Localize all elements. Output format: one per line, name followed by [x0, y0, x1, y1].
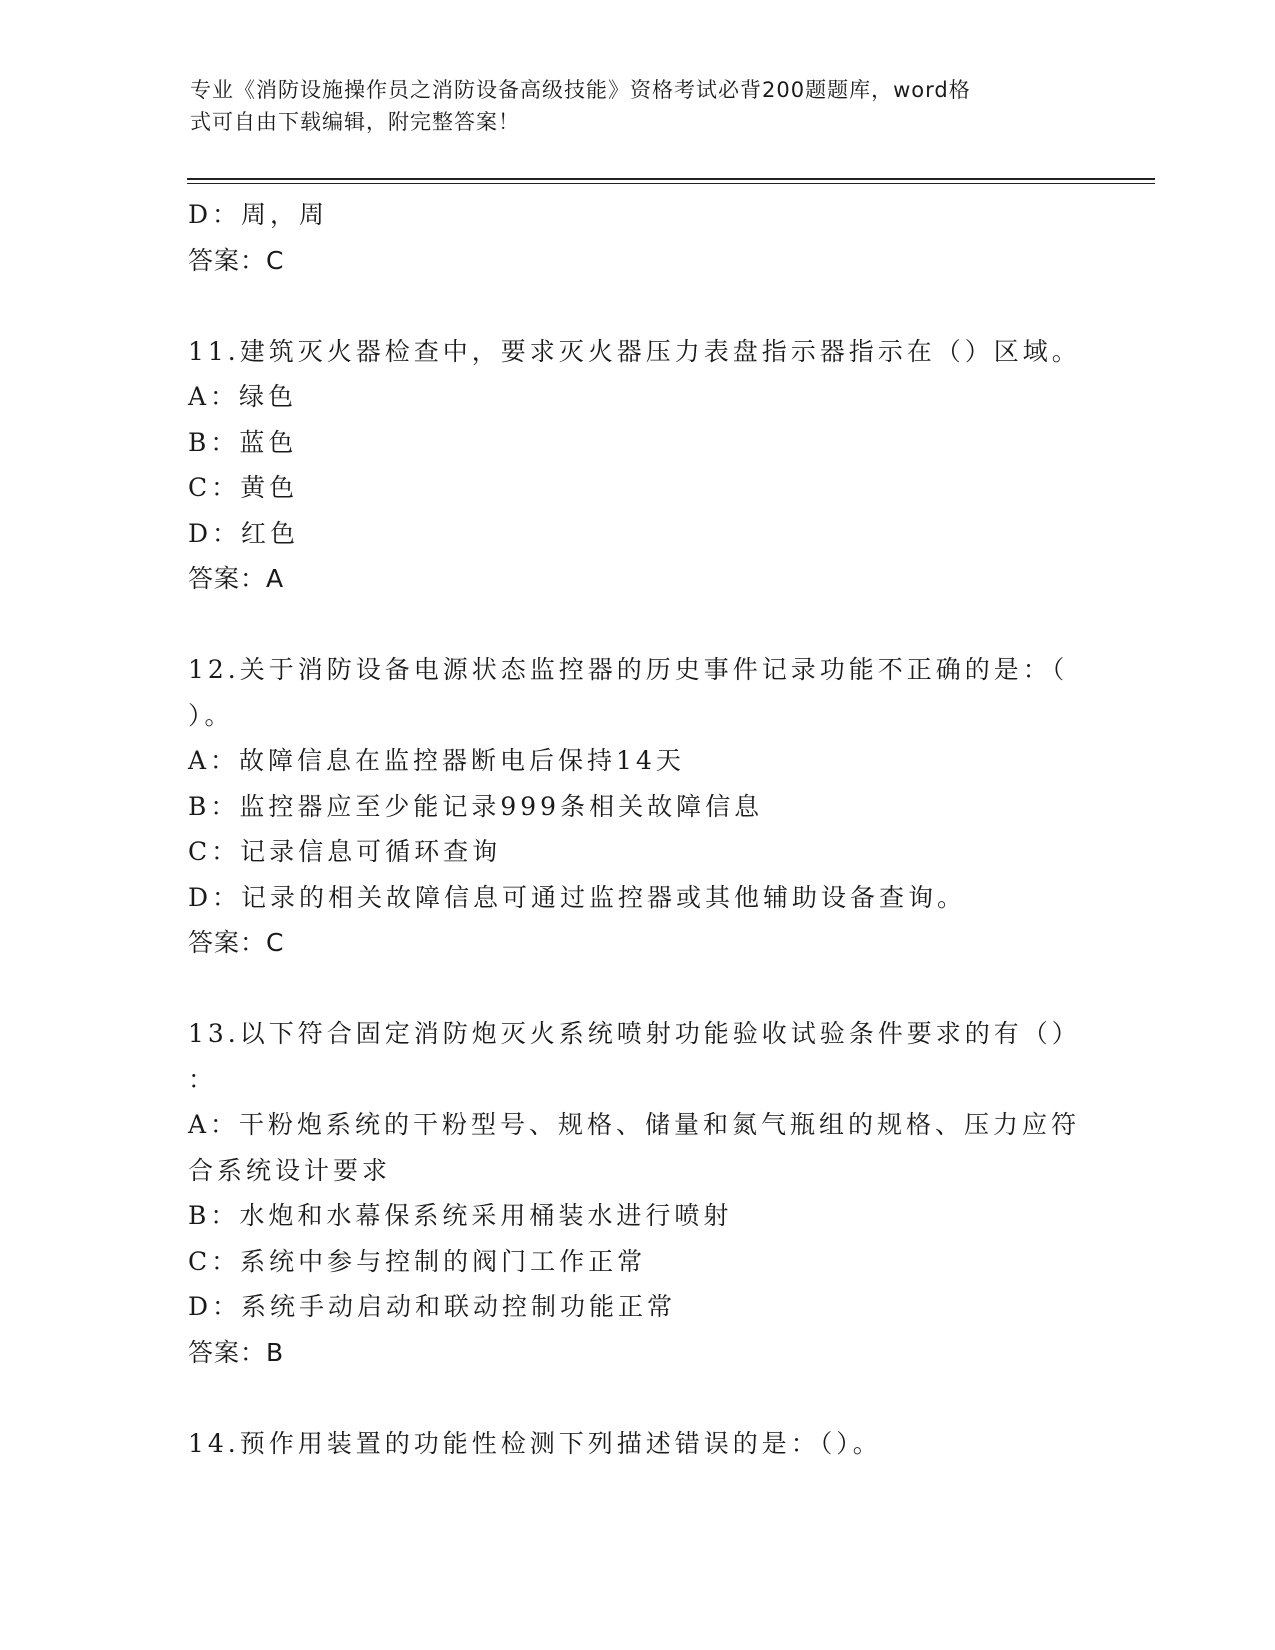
question-stem: 11.建筑灭火器检查中，要求灭火器压力表盘指示器指示在（）区域。	[188, 336, 1081, 366]
option-a: A：绿色	[188, 382, 298, 411]
answer-line: 答案：A	[188, 564, 285, 593]
option-d: D：记录的相关故障信息可通过监控器或其他辅助设备查询。	[188, 882, 967, 912]
question-13	[188, 1011, 1088, 1375]
answer-line: 答案：C	[188, 928, 285, 957]
spacer	[188, 283, 1088, 329]
option-c: C：系统中参与控制的阀门工作正常	[188, 1246, 647, 1276]
option-b: B：水炮和水幕保系统采用桶装水进行喷射	[188, 1201, 733, 1230]
option-c: C：记录信息可循环查询	[188, 837, 502, 866]
option-c: C：黄色	[188, 473, 299, 502]
spacer	[188, 966, 1088, 1012]
option-a: A：故障信息在监控器断电后保持14天	[188, 746, 685, 775]
option-a: A：干粉炮系统的干粉型号、规格、储量和氮气瓶组的规格、压力应符	[188, 1110, 1081, 1139]
question-stem: 12.关于消防设备电源状态监控器的历史事件记录功能不正确的是：（	[188, 655, 1069, 684]
header-rule-thick	[187, 178, 1155, 180]
spacer	[188, 602, 1088, 648]
document-body	[188, 192, 1088, 1466]
question-14	[188, 1421, 1088, 1467]
question-stem: 13.以下符合固定消防炮灭火系统喷射功能验收试验条件要求的有（）	[188, 1019, 1081, 1048]
header-rule-thin	[187, 183, 1155, 184]
header-line-2: 式可自由下载编辑，附完整答案！	[190, 110, 520, 134]
question-stem-continued: ）。	[188, 700, 234, 730]
answer-line: 答案：C	[188, 245, 285, 275]
option-b: B：蓝色	[188, 427, 298, 457]
option-a-continued: 合系统设计要求	[188, 1155, 392, 1185]
question-stem-continued: ：	[188, 1064, 218, 1094]
option-b: B：监控器应至少能记录999条相关故障信息	[188, 791, 764, 821]
question-12	[188, 647, 1088, 966]
answer-line: 答案：B	[188, 1337, 285, 1367]
spacer	[188, 1375, 1088, 1421]
header-line-1: 专业《消防设施操作员之消防设备高级技能》资格考试必背200题题库，word格	[190, 78, 971, 102]
option-d: D：系统手动启动和联动控制功能正常	[188, 1292, 677, 1321]
question-11	[188, 329, 1088, 602]
document-header	[190, 74, 1090, 138]
previous-question-tail	[188, 192, 1088, 283]
option-d: D：红色	[188, 518, 300, 548]
question-stem: 14.预作用装置的功能性检测下列描述错误的是：（）。	[188, 1428, 882, 1458]
option-d: D：周，周	[188, 200, 329, 229]
